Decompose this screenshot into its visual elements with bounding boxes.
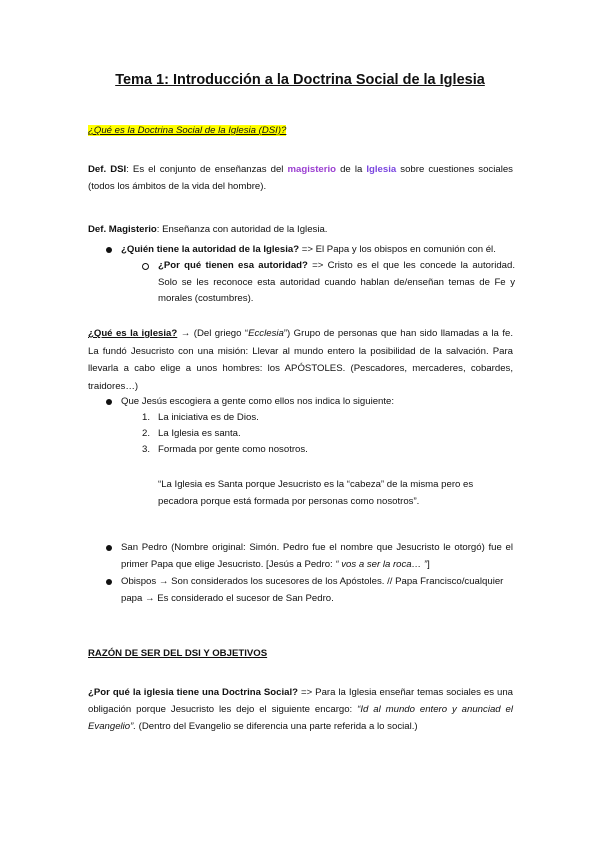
bullet-autoridad-question: ¿Quién tiene la autoridad de la Iglesia? — [121, 244, 300, 255]
def-dsi-text-2: de la — [336, 164, 367, 175]
por-que-quote: “Id al mundo entero y anunciad el Evangelio”. — [88, 704, 513, 732]
magisterio-term: magisterio — [287, 164, 337, 175]
quote-block: “La Iglesia es Santa porque Jesucristo es la “cabeza” de la misma pero es pecadora porque está formada por personas como nosotros”. — [158, 479, 474, 507]
por-que-question: ¿Por qué la iglesia tiene una Doctrina Social? — [88, 687, 299, 698]
list-number: 2. — [142, 428, 151, 439]
definition-dsi — [88, 161, 513, 195]
list-item: La Iglesia es santa. — [158, 428, 241, 439]
que-es-iglesia-text: ”) Grupo de personas que han sido llamadas a la fe. La fundó Jesucristo con una misión: Llevar al mundo entero la posibilidad de la salvación. Para llevarla a cabo elige a unos hombres: los APÓSTOLES. (Pescadores, mercaderes, cobardes, traidores…) — [88, 328, 513, 392]
sub-autoridad-question: ¿Por qué tienen esa autoridad? — [158, 260, 308, 271]
por-que-text-1: => Para la Iglesia enseñar temas sociales es una obligación porque Jesucristo les dejo el siguiente encargo: — [88, 687, 513, 715]
def-magisterio-text: : Enseñanza con autoridad de la Iglesia. — [156, 224, 328, 235]
section-heading: RAZÓN DE SER DEL DSI Y OBJETIVOS — [88, 648, 268, 659]
bullet-icon — [106, 579, 112, 585]
bullet-icon — [106, 545, 112, 551]
bullet-pedro — [121, 539, 513, 573]
que-es-iglesia-question: ¿Qué es la iglesia? — [88, 328, 178, 339]
list-number: 3. — [142, 444, 151, 455]
bullet-obispos: Obispos → Son considerados los sucesores de los Apóstoles. // Papa Francisco/cualquier papa → Es considerado el sucesor de San Pedro. — [121, 576, 504, 604]
iglesia-term: Iglesia — [366, 164, 397, 175]
bullet-icon — [106, 399, 112, 405]
question-dsi — [88, 122, 286, 139]
que-es-iglesia — [88, 325, 513, 395]
definition-magisterio — [88, 221, 513, 238]
highlighted-question: ¿Qué es la Doctrina Social de la Iglesia (DSI)? — [88, 125, 287, 136]
por-que-text-2: (Dentro del Evangelio se diferencia una parte referida a lo social.) — [136, 721, 418, 732]
por-que-doctrina — [88, 684, 513, 735]
list-item: La iniciativa es de Dios. — [158, 412, 259, 423]
sub-autoridad-answer: => Cristo es el que les concede la autoridad. Solo se les reconoce esta autoridad cuando hablan de/enseñan temas de Fe y morales (costumbres). — [158, 260, 515, 304]
list-number: 1. — [142, 412, 151, 423]
def-dsi-label: Def. DSI — [88, 164, 127, 175]
pedro-quote: “ vos a ser la roca… ” — [335, 559, 428, 570]
bullet-icon — [106, 247, 112, 253]
ecclesia-term: Ecclesia — [248, 328, 284, 339]
bullet-autoridad-answer: => El Papa y los obispos en comunión con él. — [299, 244, 496, 255]
sub-autoridad — [158, 258, 515, 308]
circle-bullet-icon — [142, 263, 149, 270]
list-item: Formada por gente como nosotros. — [158, 444, 308, 455]
que-es-iglesia-arrow: → (Del griego “ — [177, 328, 249, 339]
page-title: Tema 1: Introducción a la Doctrina Social de la Iglesia — [115, 72, 485, 88]
def-magisterio-label: Def. Magisterio — [88, 224, 157, 235]
pedro-text-1: San Pedro (Nombre original: Simón. Pedro fue el nombre que Jesucristo le otorgó) fue el primer Papa que elige Jesucristo. [Jesús a Pedro: — [121, 542, 513, 570]
def-dsi-text-3: sobre cuestiones sociales (todos los ámbitos de la vida del hombre). — [88, 164, 513, 192]
bullet-autoridad — [121, 241, 521, 258]
bullet-jesus: Que Jesús escogiera a gente como ellos nos indica lo siguiente: — [121, 396, 395, 407]
pedro-text-2: ] — [427, 559, 430, 570]
def-dsi-text-1: : Es el conjunto de enseñanzas del — [126, 164, 288, 175]
